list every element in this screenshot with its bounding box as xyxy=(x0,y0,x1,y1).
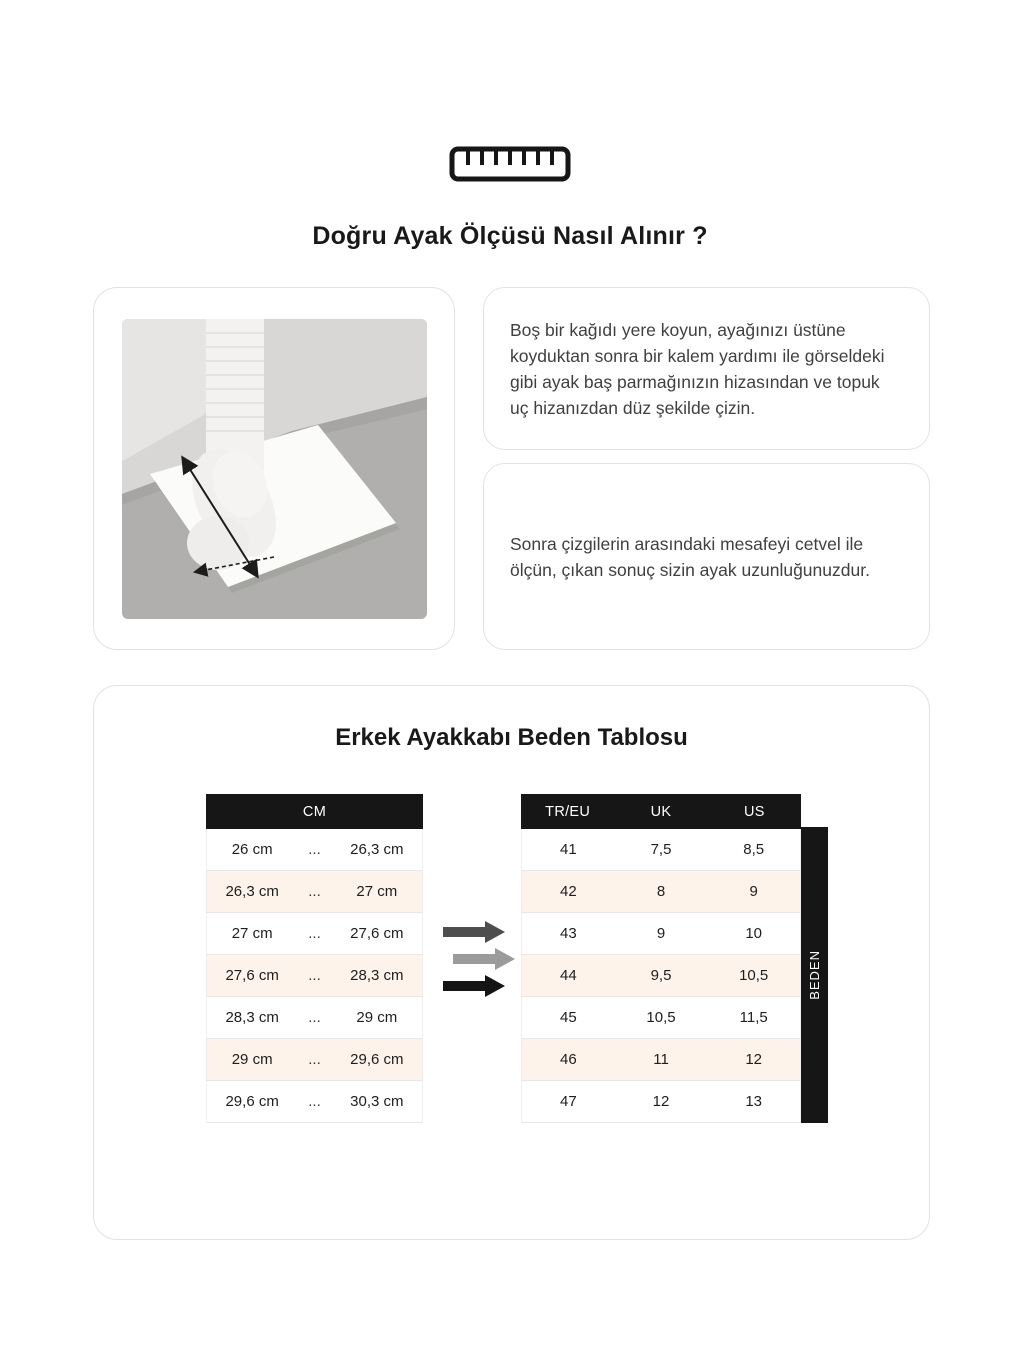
page-title: Doğru Ayak Ölçüsü Nasıl Alınır ? xyxy=(312,222,708,250)
cm-range-to: 29,6 cm xyxy=(350,1051,404,1068)
size-table-header-us: US xyxy=(743,803,765,820)
size-uk: 11 xyxy=(653,1051,669,1068)
cm-table xyxy=(206,794,423,1123)
size-us: 13 xyxy=(745,1093,763,1110)
size-table xyxy=(521,794,801,1123)
size-chart-title: Erkek Ayakkabı Beden Tablosu xyxy=(335,724,688,751)
cm-range-to: 27 cm xyxy=(356,883,398,900)
range-dots: ... xyxy=(308,841,321,858)
size-us: 9 xyxy=(749,883,758,900)
instruction-step-1 xyxy=(483,287,930,450)
size-us: 10 xyxy=(745,925,763,942)
cm-range-from: 26 cm xyxy=(231,841,273,858)
how-to-section xyxy=(93,287,930,650)
size-table-header-tr-eu: TR/EU xyxy=(545,803,591,820)
size-uk: 8 xyxy=(656,883,666,900)
conversion-arrows-icon xyxy=(443,921,515,999)
size-table-row xyxy=(521,871,801,913)
cm-range-to: 28,3 cm xyxy=(350,967,404,984)
range-dots: ... xyxy=(308,925,321,942)
cm-range-to: 27,6 cm xyxy=(350,925,404,942)
cm-table-row xyxy=(206,955,423,997)
size-tr-eu: 42 xyxy=(559,883,577,900)
size-table-row xyxy=(521,913,801,955)
size-table-row xyxy=(521,955,801,997)
cm-range-to: 30,3 cm xyxy=(350,1093,404,1110)
cm-range-from: 28,3 cm xyxy=(225,1009,279,1026)
cm-range-from: 29 cm xyxy=(231,1051,273,1068)
size-uk: 9,5 xyxy=(650,967,672,984)
size-tr-eu: 44 xyxy=(559,967,577,984)
size-tr-eu: 46 xyxy=(559,1051,577,1068)
cm-table-row xyxy=(206,1039,423,1081)
instruction-step-2 xyxy=(483,463,930,650)
cm-range-from: 29,6 cm xyxy=(225,1093,279,1110)
beden-side-label xyxy=(801,827,828,1123)
cm-range-from: 26,3 cm xyxy=(225,883,279,900)
cm-table-row xyxy=(206,871,423,913)
range-dots: ... xyxy=(308,1009,321,1026)
range-dots: ... xyxy=(308,1093,321,1110)
instruction-step-2-text: Sonra çizgilerin arasındaki mesafeyi cetvel ile ölçün, çıkan sonuç sizin ayak uzunluğunuzdur. xyxy=(510,533,870,580)
cm-range-from: 27,6 cm xyxy=(225,967,279,984)
size-tr-eu: 41 xyxy=(559,841,577,858)
instruction-steps xyxy=(483,287,930,650)
cm-table-header: CM xyxy=(206,794,423,829)
size-table-row xyxy=(521,1081,801,1123)
size-uk: 12 xyxy=(652,1093,670,1110)
size-table-header xyxy=(521,794,801,829)
instruction-step-1-text: Boş bir kağıdı yere koyun, ayağınızı üstüne koyduktan sonra bir kalem yardımı ile görseldeki gibi ayak baş parmağınızın hizasından ve topuk uç hizanızdan düz şekilde çizin. xyxy=(510,319,885,418)
size-table-header-uk: UK xyxy=(650,803,672,820)
size-uk: 9 xyxy=(656,925,666,942)
size-table-row xyxy=(521,829,801,871)
cm-table-row xyxy=(206,997,423,1039)
foot-measurement-photo xyxy=(122,319,427,619)
ruler-icon xyxy=(0,144,1020,184)
size-uk: 10,5 xyxy=(646,1009,676,1026)
size-chart-card xyxy=(93,685,930,1240)
range-dots: ... xyxy=(308,1051,321,1068)
cm-table-row xyxy=(206,913,423,955)
range-dots: ... xyxy=(308,967,321,984)
cm-range-to: 29 cm xyxy=(356,1009,398,1026)
size-us: 11,5 xyxy=(739,1009,768,1026)
beden-side-label-text: BEDEN xyxy=(807,950,822,1000)
size-tr-eu: 43 xyxy=(559,925,577,942)
size-table-row xyxy=(521,997,801,1039)
cm-table-row xyxy=(206,1081,423,1123)
cm-range-from: 27 cm xyxy=(231,925,273,942)
size-us: 10,5 xyxy=(739,967,769,984)
cm-range-to: 26,3 cm xyxy=(350,841,404,858)
size-tr-eu: 45 xyxy=(559,1009,577,1026)
range-dots: ... xyxy=(308,883,321,900)
size-uk: 7,5 xyxy=(650,841,672,858)
size-tr-eu: 47 xyxy=(559,1093,577,1110)
size-us: 12 xyxy=(745,1051,763,1068)
size-us: 8,5 xyxy=(743,841,765,858)
size-table-row xyxy=(521,1039,801,1081)
cm-table-row xyxy=(206,829,423,871)
measurement-photo-card xyxy=(93,287,455,650)
